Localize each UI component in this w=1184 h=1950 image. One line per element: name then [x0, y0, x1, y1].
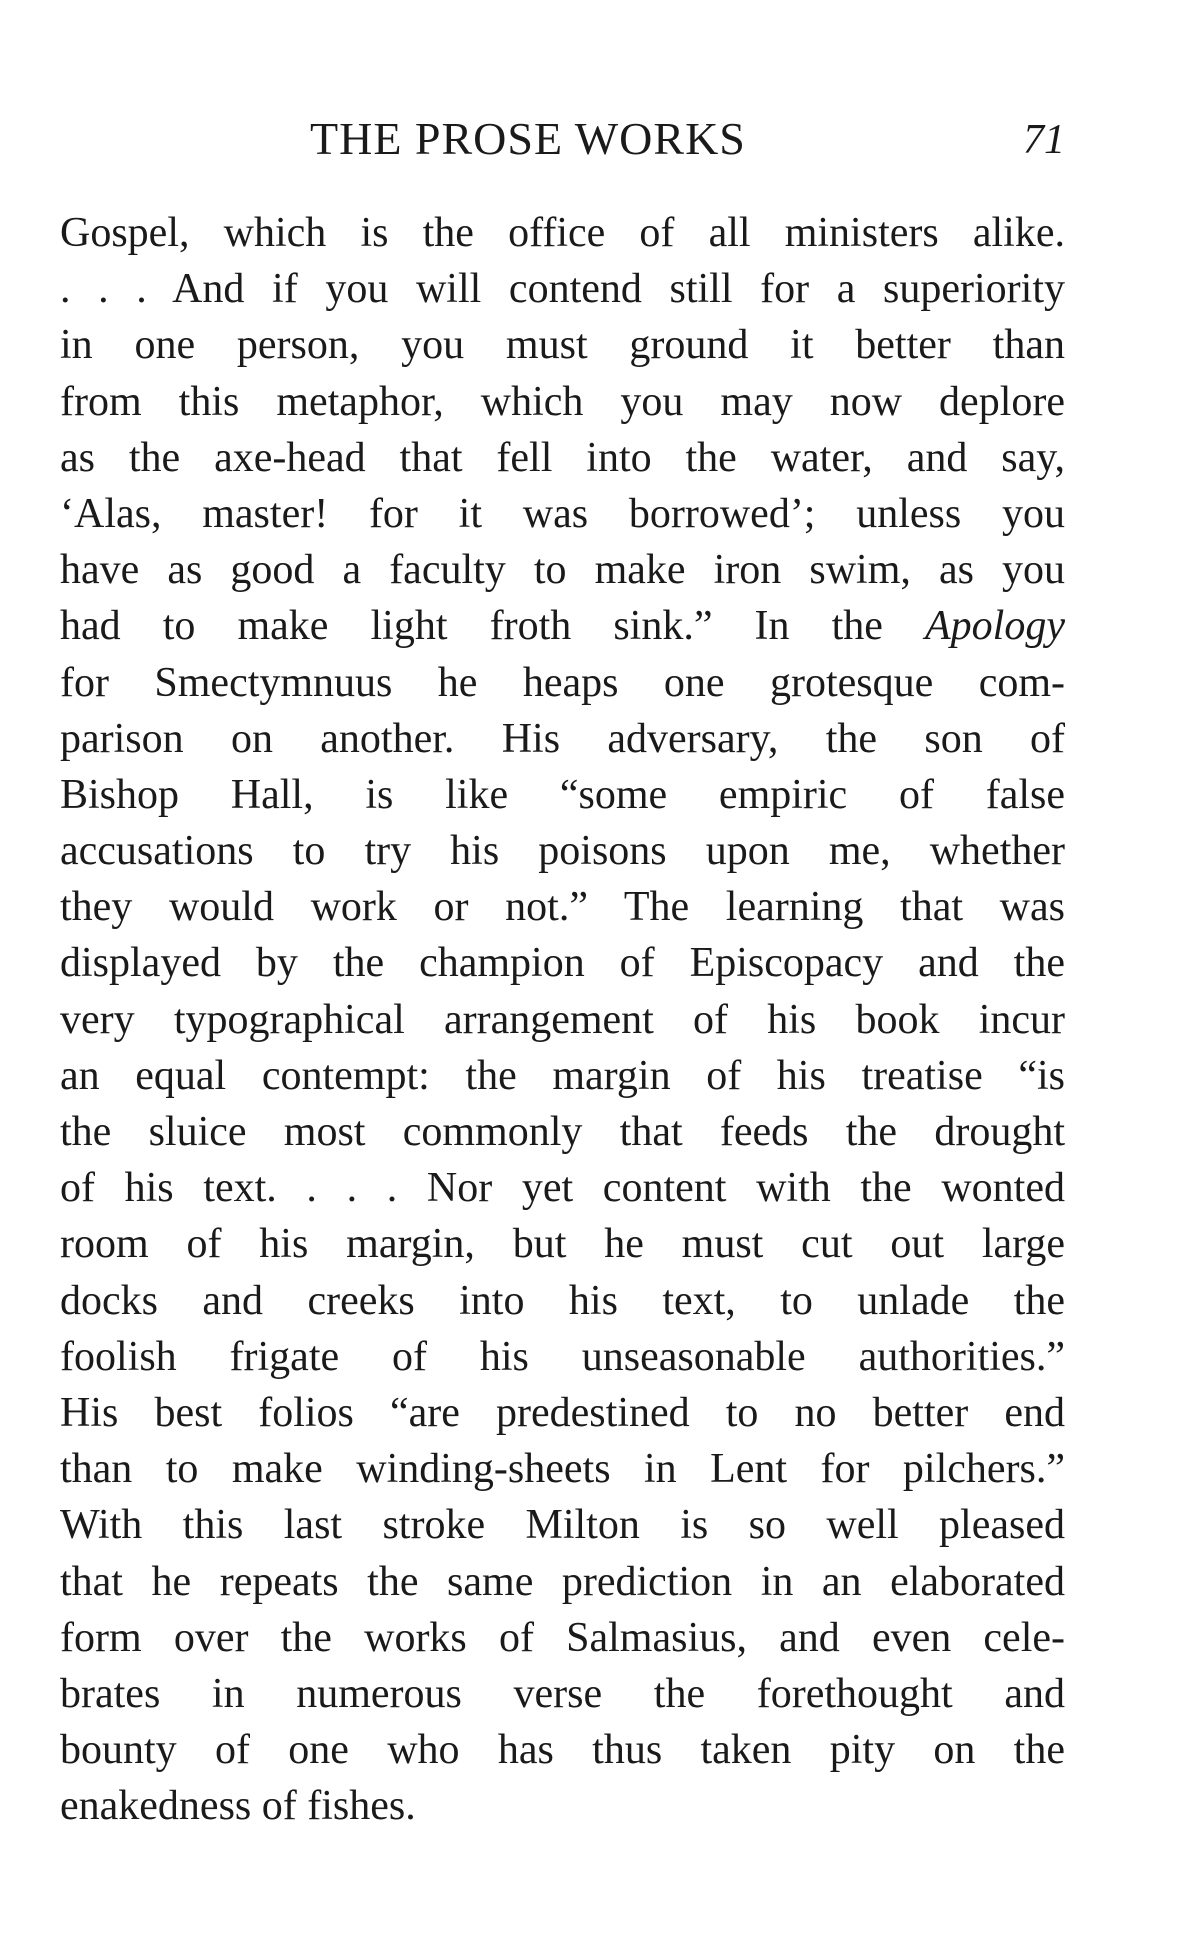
text-line: an equal contempt: the margin of his treatise “is — [60, 1052, 1065, 1099]
text-line: foolish frigate of his unseasonable authorities.” — [60, 1333, 1065, 1380]
text-line: than to make winding-sheets in Lent for pilchers.” — [60, 1446, 1065, 1493]
page-number: 71 — [1023, 117, 1065, 163]
text-line: very typographical arrangement of his book incur — [60, 996, 1065, 1043]
text-line-final: enakedness of fishes. — [60, 1783, 416, 1830]
text-line: . . . And if you will contend still for a superiority — [60, 266, 1065, 313]
text-line: in one person, you must ground it better than — [60, 322, 1065, 369]
text-line: they would work or not.” The learning that was — [60, 884, 1065, 931]
text-line: that he repeats the same prediction in an elaborated — [60, 1558, 1065, 1605]
text-line: docks and creeks into his text, to unlade the — [60, 1277, 1065, 1324]
text-line-roman: had to make light froth sink.” In the — [60, 603, 926, 650]
book-title-apology: Apology — [925, 603, 1065, 650]
text-line: room of his margin, but he must cut out large — [60, 1221, 1065, 1268]
text-line: as the axe-head that fell into the water, and say, — [60, 434, 1065, 481]
text-line: of his text. . . . Nor yet content with the wonted — [60, 1165, 1065, 1212]
text-line: brates in numerous verse the forethought and — [60, 1670, 1065, 1717]
text-line: accusations to try his poisons upon me, whether — [60, 828, 1065, 875]
body-text — [60, 205, 1065, 1834]
text-line: for Smectymnuus he heaps one grotesque com- — [60, 659, 1065, 706]
text-line: the sluice most commonly that feeds the drought — [60, 1109, 1065, 1155]
running-head-title: THE PROSE WORKS — [310, 113, 746, 164]
text-line: Gospel, which is the office of all ministers alike. — [60, 210, 1065, 256]
text-line: from this metaphor, which you may now deplore — [60, 378, 1065, 425]
text-line: displayed by the champion of Episcopacy and the — [60, 940, 1065, 987]
text-line: With this last stroke Milton is so well pleased — [60, 1502, 1065, 1549]
text-line: have as good a faculty to make iron swim, as you — [60, 547, 1065, 594]
text-line: Bishop Hall, is like “some empiric of false — [60, 771, 1065, 818]
text-line: bounty of one who has thus taken pity on the — [60, 1727, 1065, 1774]
text-line: form over the works of Salmasius, and even cele- — [60, 1614, 1065, 1661]
running-head — [60, 112, 1065, 172]
text-line: ‘Alas, master! for it was borrowed’; unless you — [60, 490, 1065, 537]
text-line: His best folios “are predestined to no better end — [60, 1389, 1065, 1436]
text-line — [60, 598, 1065, 654]
text-line: parison on another. His adversary, the son of — [60, 715, 1065, 762]
